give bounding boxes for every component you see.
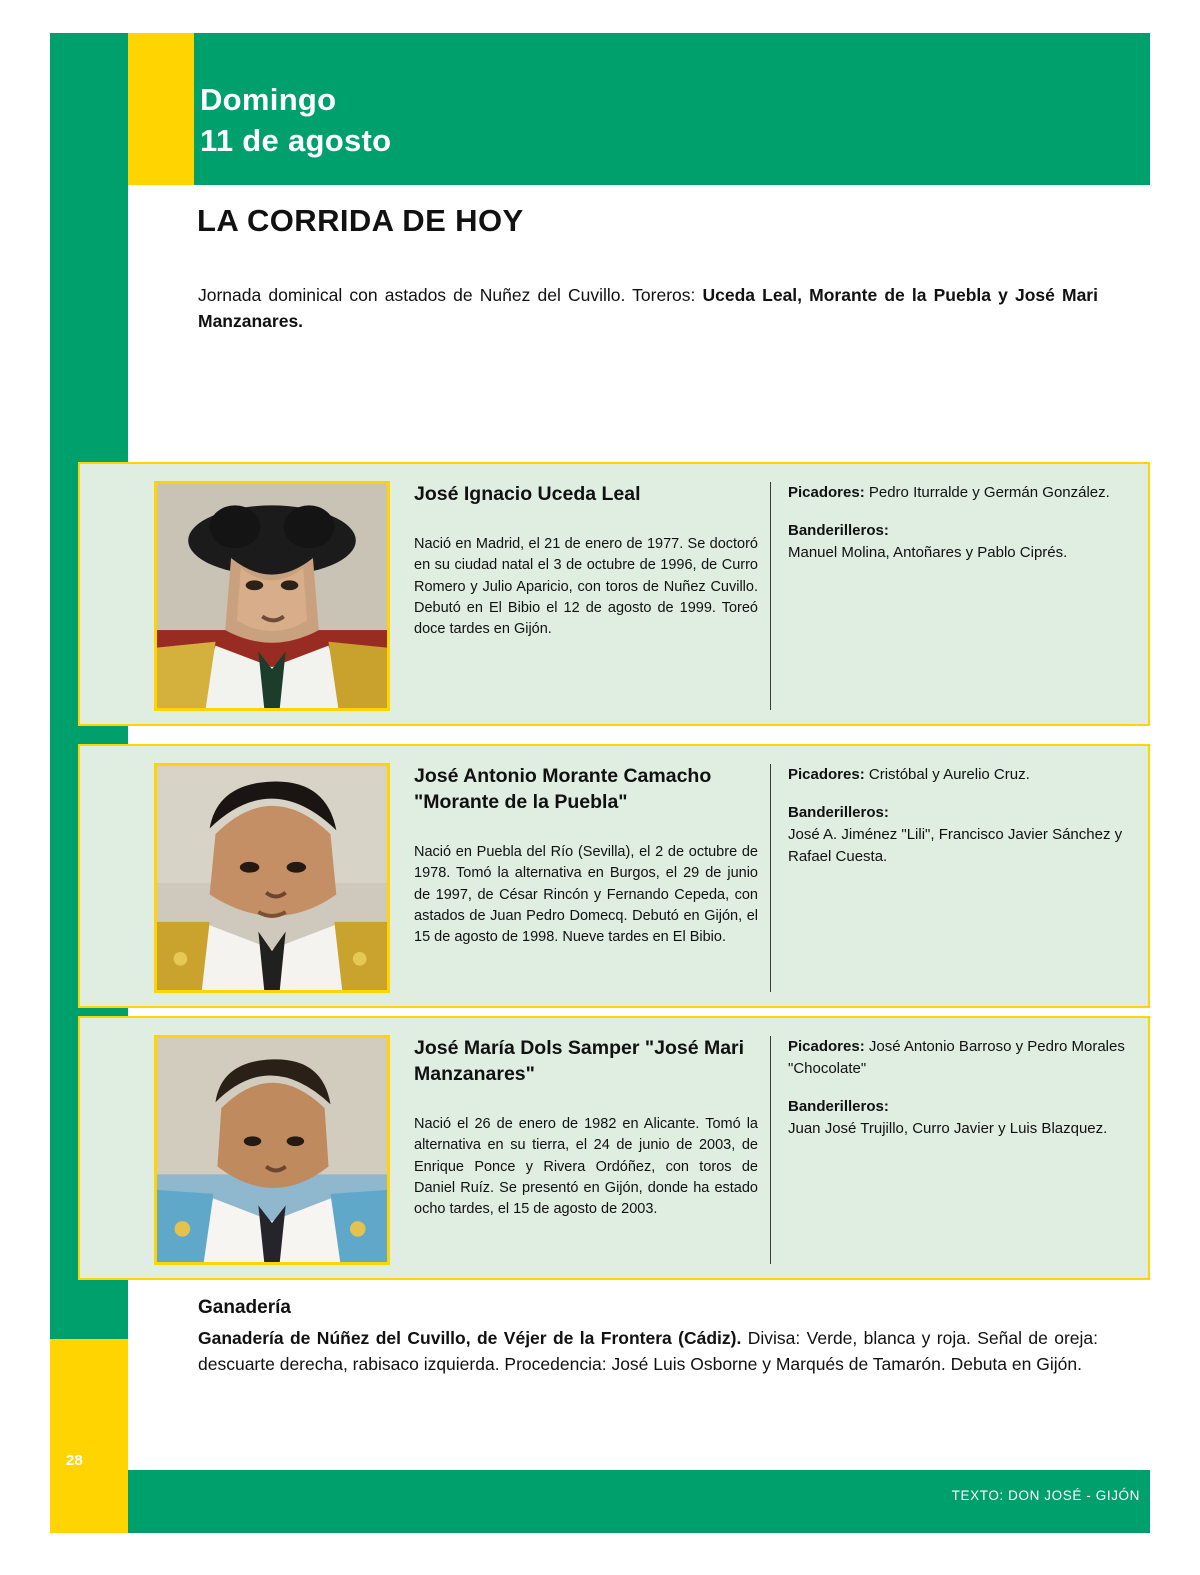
banderilleros-label: Banderilleros: [788, 803, 889, 821]
banderilleros-value: José A. Jiménez "Lili", Francisco Javier Sánchez y Rafael Cuesta. [788, 825, 1123, 865]
crew-info [788, 1036, 1128, 1140]
bottom-yellow-accent [50, 1339, 128, 1533]
header-date [200, 80, 391, 162]
banderilleros-block [788, 520, 1128, 564]
intro-paragraph [198, 283, 1098, 335]
card-divider [770, 764, 771, 992]
banderilleros-label: Banderilleros: [788, 521, 889, 539]
bullfighter-bio: Nació en Madrid, el 21 de enero de 1977. Se doctoró en su ciudad natal el 3 de octubre de 1996, de Curro Romero y Julio Aparicio, con toros de Nuñez Cuvillo. Debutó en El Bibio el 12 de agosto de 1999. Toreó doce tardes en Gijón. [414, 536, 758, 638]
bullfighter-photo [154, 763, 390, 993]
bullfighter-card [78, 744, 1150, 1008]
intro-bold-text: Uceda Leal, Morante de la Puebla y José Mari Manzanares. [198, 285, 1098, 331]
page-number: 28 [66, 1452, 83, 1469]
picadores-label: Picadores: [788, 1038, 865, 1055]
ganaderia-body: Divisa: Verde, blanca y roja. Señal de oreja: descuarte derecha, rabisaco izquierda. Procedencia: José Luis Osborne y Marqués de Tamarón. Debuta en Gijón. [198, 1328, 1098, 1375]
banderilleros-label: Banderilleros: [788, 1097, 889, 1115]
bullfighter-name: José Ignacio Uceda Leal [414, 483, 641, 505]
banderilleros-block [788, 1096, 1128, 1140]
bullfighter-bio: Nació en Puebla del Río (Sevilla), el 2 de octubre de 1978. Tomó la alternativa en Burgos, el 29 de junio de 1997, de César Rincón y Fernando Cepeda, con astados de Juan Pedro Domecq. Debutó en Gijón, el 15 de agosto de 1998. Nueve tardes en El Bibio. [414, 844, 758, 946]
picadores-label: Picadores: [788, 766, 865, 783]
bullfighter-name: José Antonio Morante Camacho "Morante de la Puebla" [414, 765, 712, 813]
footer-credit: TEXTO: DON JOSÉ - GIJÓN [951, 1488, 1140, 1503]
bullfighter-bio: Nació el 26 de enero de 1982 en Alicante. Tomó la alternativa en su tierra, el 24 de junio de 2003, de Enrique Ponce y Rivera Ordóñez, con toros de Daniel Ruíz. Se presentó en Gijón, donde ha estado ocho tardes, el 15 de agosto de 2003. [414, 1116, 758, 1218]
page-title: LA CORRIDA DE HOY [197, 203, 524, 238]
ganaderia-text [198, 1325, 1098, 1378]
picadores-block [788, 764, 1128, 786]
header-weekday: Domingo [200, 82, 337, 117]
banderilleros-value: Juan José Trujillo, Curro Javier y Luis Blazquez. [788, 1119, 1108, 1137]
ganaderia-bold-lead: Ganadería de Núñez del Cuvillo, de Véjer de la Frontera (Cádiz). [198, 1328, 742, 1348]
picadores-value: Cristóbal y Aurelio Cruz. [864, 766, 1030, 783]
picadores-label: Picadores: [788, 484, 865, 501]
picadores-value: Pedro Iturralde y Germán González. [864, 484, 1110, 501]
bottom-white-notch [128, 1380, 194, 1470]
bullfighter-photo [154, 1035, 390, 1265]
picadores-block [788, 1036, 1128, 1080]
bullfighter-name: José María Dols Samper "José Mari Manzanares" [414, 1037, 745, 1085]
bullfighter-card [78, 1016, 1150, 1280]
bullfighter-card [78, 462, 1150, 726]
ganaderia-title: Ganadería [198, 1297, 291, 1318]
banderilleros-value: Manuel Molina, Antoñares y Pablo Ciprés. [788, 543, 1068, 561]
picadores-block [788, 482, 1128, 504]
bullfighter-photo [154, 481, 390, 711]
crew-info [788, 764, 1128, 868]
header-day-month: 11 de agosto [200, 122, 392, 158]
picadores-value: José Antonio Barroso y Pedro Morales "Chocolate" [788, 1038, 1125, 1077]
top-yellow-accent [128, 33, 194, 185]
crew-info [788, 482, 1128, 564]
card-divider [770, 1036, 771, 1264]
banderilleros-block [788, 802, 1128, 868]
card-divider [770, 482, 771, 710]
intro-plain-text: Jornada dominical con astados de Nuñez del Cuvillo. Toreros: [198, 285, 703, 305]
